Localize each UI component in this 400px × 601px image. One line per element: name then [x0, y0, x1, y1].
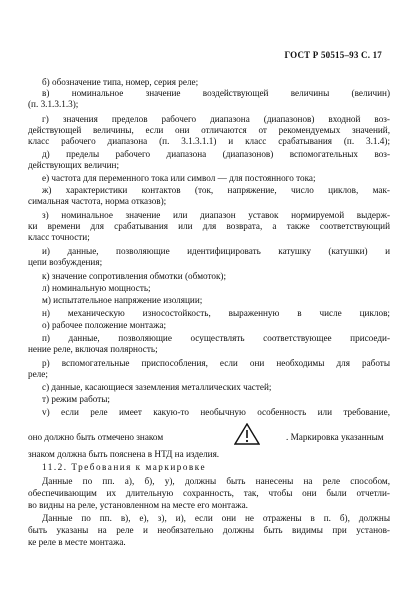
- text-line: ки времени для срабатывания или для возврата, а также соответствующий: [28, 221, 390, 231]
- text-line: обеспечивающим их длительную сохранность, так, чтобы они были отчетли-: [28, 488, 390, 498]
- page-header: ГОСТ Р 50515–93 С. 17: [284, 50, 382, 60]
- text-line: к) значение сопротивления обмотки (обмоток);: [42, 271, 227, 281]
- warning-sign-line: [28, 429, 390, 451]
- text-line: цепи возбуждения;: [28, 257, 103, 267]
- text-line: (п. 3.1.3.1.3);: [28, 99, 79, 109]
- text-line: п) данные, позволяющие осуществлять соответствующее присоеди-: [42, 333, 390, 343]
- text-line: во видны на реле, установленном на месте его монтажа.: [28, 500, 248, 510]
- text-line: класс рабочего диапазона (п. 3.1.3.1.1) и класс срабатывания (п. 3.1.4);: [28, 136, 390, 146]
- text-fragment: оно должно быть отмечено знаком: [28, 432, 164, 442]
- text-line: р) вспомогательные приспособления, если они необходимы для работы: [42, 358, 390, 368]
- text-line: быть указаны на реле и необязательно должны быть видимы при установ-: [28, 525, 390, 535]
- text-line: Данные по пп. в), е), з), и), если они не отражены в п. б), должны: [42, 513, 390, 523]
- text-line: с) данные, касающиеся заземления металлических частей;: [42, 382, 272, 392]
- text-line: класс точности;: [28, 232, 90, 242]
- text-line: з) номинальное значение или диапазон уставок нормируемой выдерж-: [42, 210, 390, 220]
- text-fragment: . Маркировка указанным: [286, 432, 384, 442]
- text-line: Данные по пп. а), б), у), должны быть нанесены на реле способом,: [42, 476, 390, 486]
- text-line: в) номинальное значение воздействующей величины (величин): [42, 88, 390, 98]
- text-line: и) данные, позволяющие идентифицировать катушку (катушки) и: [42, 246, 390, 256]
- text-line: реле;: [28, 369, 48, 379]
- text-line: л) номинальную мощность;: [42, 283, 151, 293]
- text-line: б) обозначение типа, номер, серия реле;: [42, 77, 199, 87]
- text-line: действующих величин;: [28, 160, 119, 170]
- text-line: е) частота для переменного тока или символ — для постоянного тока;: [42, 173, 316, 183]
- text-line: симальная частота, норма отказов);: [28, 196, 167, 206]
- text-line: ж) характеристики контактов (ток, напряжение, число циклов, мак-: [42, 185, 390, 195]
- text-line: г) значения пределов рабочего диапазона (диапазонов) входной воз-: [42, 114, 390, 124]
- text-line: ке реле в месте монтажа.: [28, 537, 126, 547]
- text-line: действующей величины, если они отличаются от рекомендуемых значений,: [28, 125, 390, 135]
- section-heading: 11.2. Требования к маркировке: [42, 462, 207, 472]
- text-line: v) если реле имеет какую-то необычную особенность или требование,: [42, 407, 390, 417]
- text-line: о) рабочее положение монтажа;: [42, 320, 167, 330]
- text-line: т) режим работы;: [42, 394, 110, 404]
- text-line: нение реле, включая полярность;: [28, 344, 158, 354]
- text-line: н) механическую износостойкость, выраженную в числе циклов;: [42, 308, 390, 318]
- warning-triangle-icon: [234, 423, 260, 445]
- text-line: д) пределы рабочего диапазона (диапазонов) вспомогательных воз-: [42, 149, 390, 159]
- text-line: м) испытательное напряжение изоляции;: [42, 295, 203, 305]
- text-line: знаком должна быть пояснена в НТД на изделия.: [28, 449, 220, 459]
